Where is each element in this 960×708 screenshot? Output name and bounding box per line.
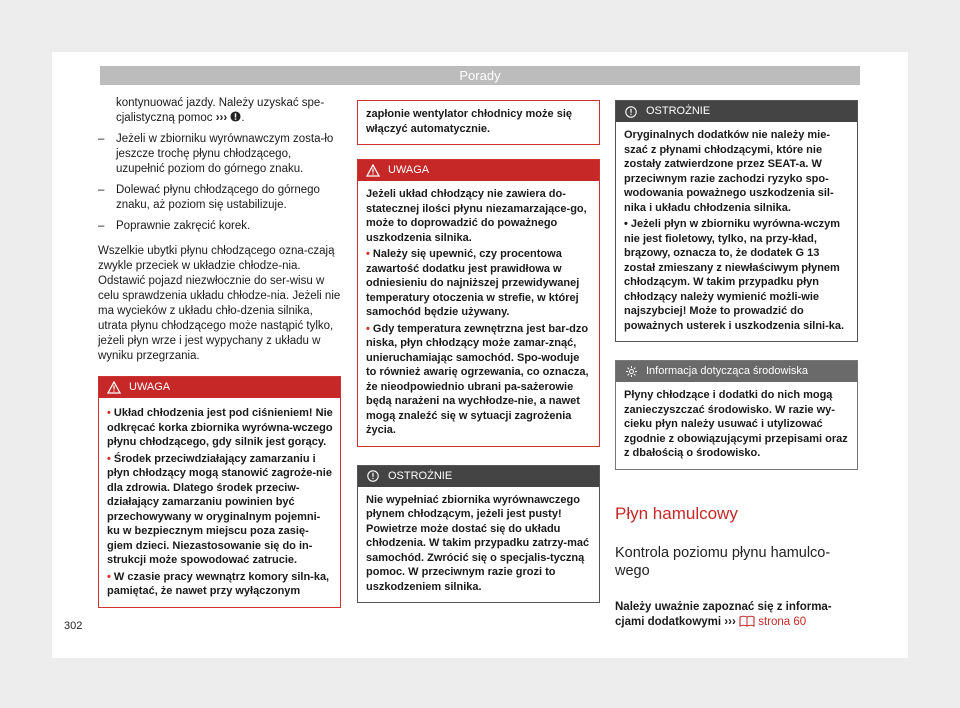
- warning-box: [357, 159, 600, 447]
- list-item: – Dolewać płynu chłodzącego do górnego znaku, aż poziom się ustabilizuje.: [98, 184, 320, 211]
- book-icon: [739, 615, 755, 627]
- caution-box-header: OSTROŻNIE: [616, 101, 857, 122]
- section-title: Płyn hamulcowy: [615, 503, 738, 523]
- page-header: Porady: [100, 66, 860, 85]
- column-1: [98, 96, 341, 608]
- intro-text: kontynuować jazdy. Należy uzyskać spe-cjalistyczną pomoc ››› .: [116, 97, 325, 124]
- list-item: • Układ chłodzenia jest pod ciśnieniem! Nie odkręcać korka zbiornika wyrówna-wczego płynu chłodzącego, gdy silnik jest gorący.: [107, 407, 333, 448]
- caution-intro: Oryginalnych dodatków nie należy mie-szać z płynami chłodzącymi, które nie zostały zatwierdzone przez SEAT-a. W przeciwnym razie zachodzi ryzyko spo-wodowania poważnego uszkodzenia sil-nika i układu chłodzenia silnika.: [624, 129, 834, 214]
- page-link[interactable]: strona 60: [758, 615, 807, 628]
- warning-circle-icon: [230, 111, 241, 122]
- list-item: • Gdy temperatura zewnętrzna jest bar-dzo niska, płyn chłodzący może zamar-znąć, unieruchamiając samochód. Spo-woduje to również awarię ogrzewania, co oznacza, że nieodpowiednio ubrani pa-sażerowie będą narażeni na wychłodze-nie, a nawet mogą znaleźć się w sytuacji zagrożenia życia.: [366, 322, 589, 436]
- warning-triangle-icon: [366, 164, 380, 178]
- environment-box-body: Płyny chłodzące i dodatki do nich mogą zanieczyszczać środowisko. W razie wy-cieku płyn należy usuwać i utylizować zgodnie z obowiązującymi przepisami oraz z dbałością o środowisko.: [624, 389, 848, 459]
- warning-box-body: [99, 398, 340, 607]
- page-number: 302: [64, 620, 83, 632]
- info-circle-icon: [366, 469, 380, 483]
- warning-box-header: UWAGA: [358, 160, 599, 181]
- list-item: – Jeżeli w zbiorniku wyrównawczym zosta-ło jeszcze trochę płynu chłodzącego, uzupełnić poziom do górnego znaku.: [98, 133, 334, 175]
- cross-ref-arrows: ›››: [215, 112, 228, 124]
- reference-note: Należy uważnie zapoznać się z informa-cjami dodatkowymi ››› strona 60: [615, 600, 832, 628]
- column-2: [357, 96, 600, 603]
- leaf-icon: [624, 365, 638, 379]
- warning-triangle-icon: [107, 381, 121, 395]
- warning-box-body: zapłonie wentylator chłodnicy może się włączyć automatycznie.: [366, 108, 572, 135]
- column-3: [615, 96, 858, 630]
- subsection-title: Kontrola poziomu płynu hamulco-wego: [615, 544, 831, 579]
- list-item: • Jeżeli płyn w zbiorniku wyrówna-wczym nie jest fioletowy, tylko, na przy-kład, brązowy, oznacza to, że dodatek G 13 został zmieszany z niewłaściwym płynem chłodzącym. W takim przypadku płyn chłodzący należy wymienić możli-wie najszybciej! Może to prowadzić do poważnych usterek i uszkodzenia silni-ka.: [624, 218, 845, 332]
- environment-box-header: Informacja dotycząca środowiska: [616, 361, 857, 382]
- warning-box: [98, 376, 341, 608]
- warning-box-header: UWAGA: [99, 377, 340, 398]
- environment-box: [615, 360, 858, 470]
- list-item: – Poprawnie zakręcić korek.: [98, 220, 251, 232]
- caution-box-header: OSTROŻNIE: [358, 466, 599, 487]
- list-item: • Środek przeciwdziałający zamarzaniu i płyn chłodzący mogą stanowić zagroże-nie dla zdrowia. Dlatego środek przeciw-działający zamarzaniu powinien być przechowywany w oryginalnym pojemni-ku w bezpiecznym miejscu poza zasię-giem dzieci. Niezastosowanie się do in-strukcji może spowodować zatrucie.: [107, 452, 332, 566]
- list-item: • W czasie pracy wewnątrz komory siln-ka, pamiętać, że nawet przy wyłączonym: [107, 570, 330, 597]
- warning-box-continued: [357, 100, 600, 145]
- list-item: • Należy się upewnić, czy procentowa zawartość dodatku jest prawidłowa w odniesieniu do najniższej przewidywanej temperatury otoczenia w strefie, w której samochód będzie używany.: [366, 248, 580, 318]
- caution-box: [357, 465, 600, 604]
- warning-box-body: [358, 181, 599, 446]
- info-circle-icon: [624, 105, 638, 119]
- cross-ref-arrows: ›››: [724, 615, 736, 628]
- caution-box-body: [616, 122, 857, 341]
- caution-box: [615, 100, 858, 342]
- body-paragraph: Wszelkie ubytki płynu chłodzącego ozna-czają zwykle przeciek w układzie chłodze-nia. Odstawić pojazd niezwłocznie do ser-wisu w celu sprawdzenia układu chłodze-nia. Jeżeli nie ma wycieków z układu chło-dzenia silnika, utrata płynu chłodzącego może nastąpić tylko, jeżeli płyn wrze i jest wypychany z układu w wyniku przegrzania.: [98, 245, 341, 362]
- caution-box-body: Nie wypełniać zbiornika wyrównawczego płynem chłodzącym, jeżeli jest pusty! Powietrze może dostać się do układu chłodzenia. W takim przypadku zatrzy-mać samochód. Zwrócić się o specjalis-tyczną pomoc. W przeciwnym razie grozi to uszkodzeniem silnika.: [366, 493, 590, 593]
- warning-intro: Jeżeli układ chłodzący nie zawiera do-statecznej ilości płynu niezamarzające-go, może to doprowadzić do poważnego uszkodzenia silnika.: [366, 188, 587, 244]
